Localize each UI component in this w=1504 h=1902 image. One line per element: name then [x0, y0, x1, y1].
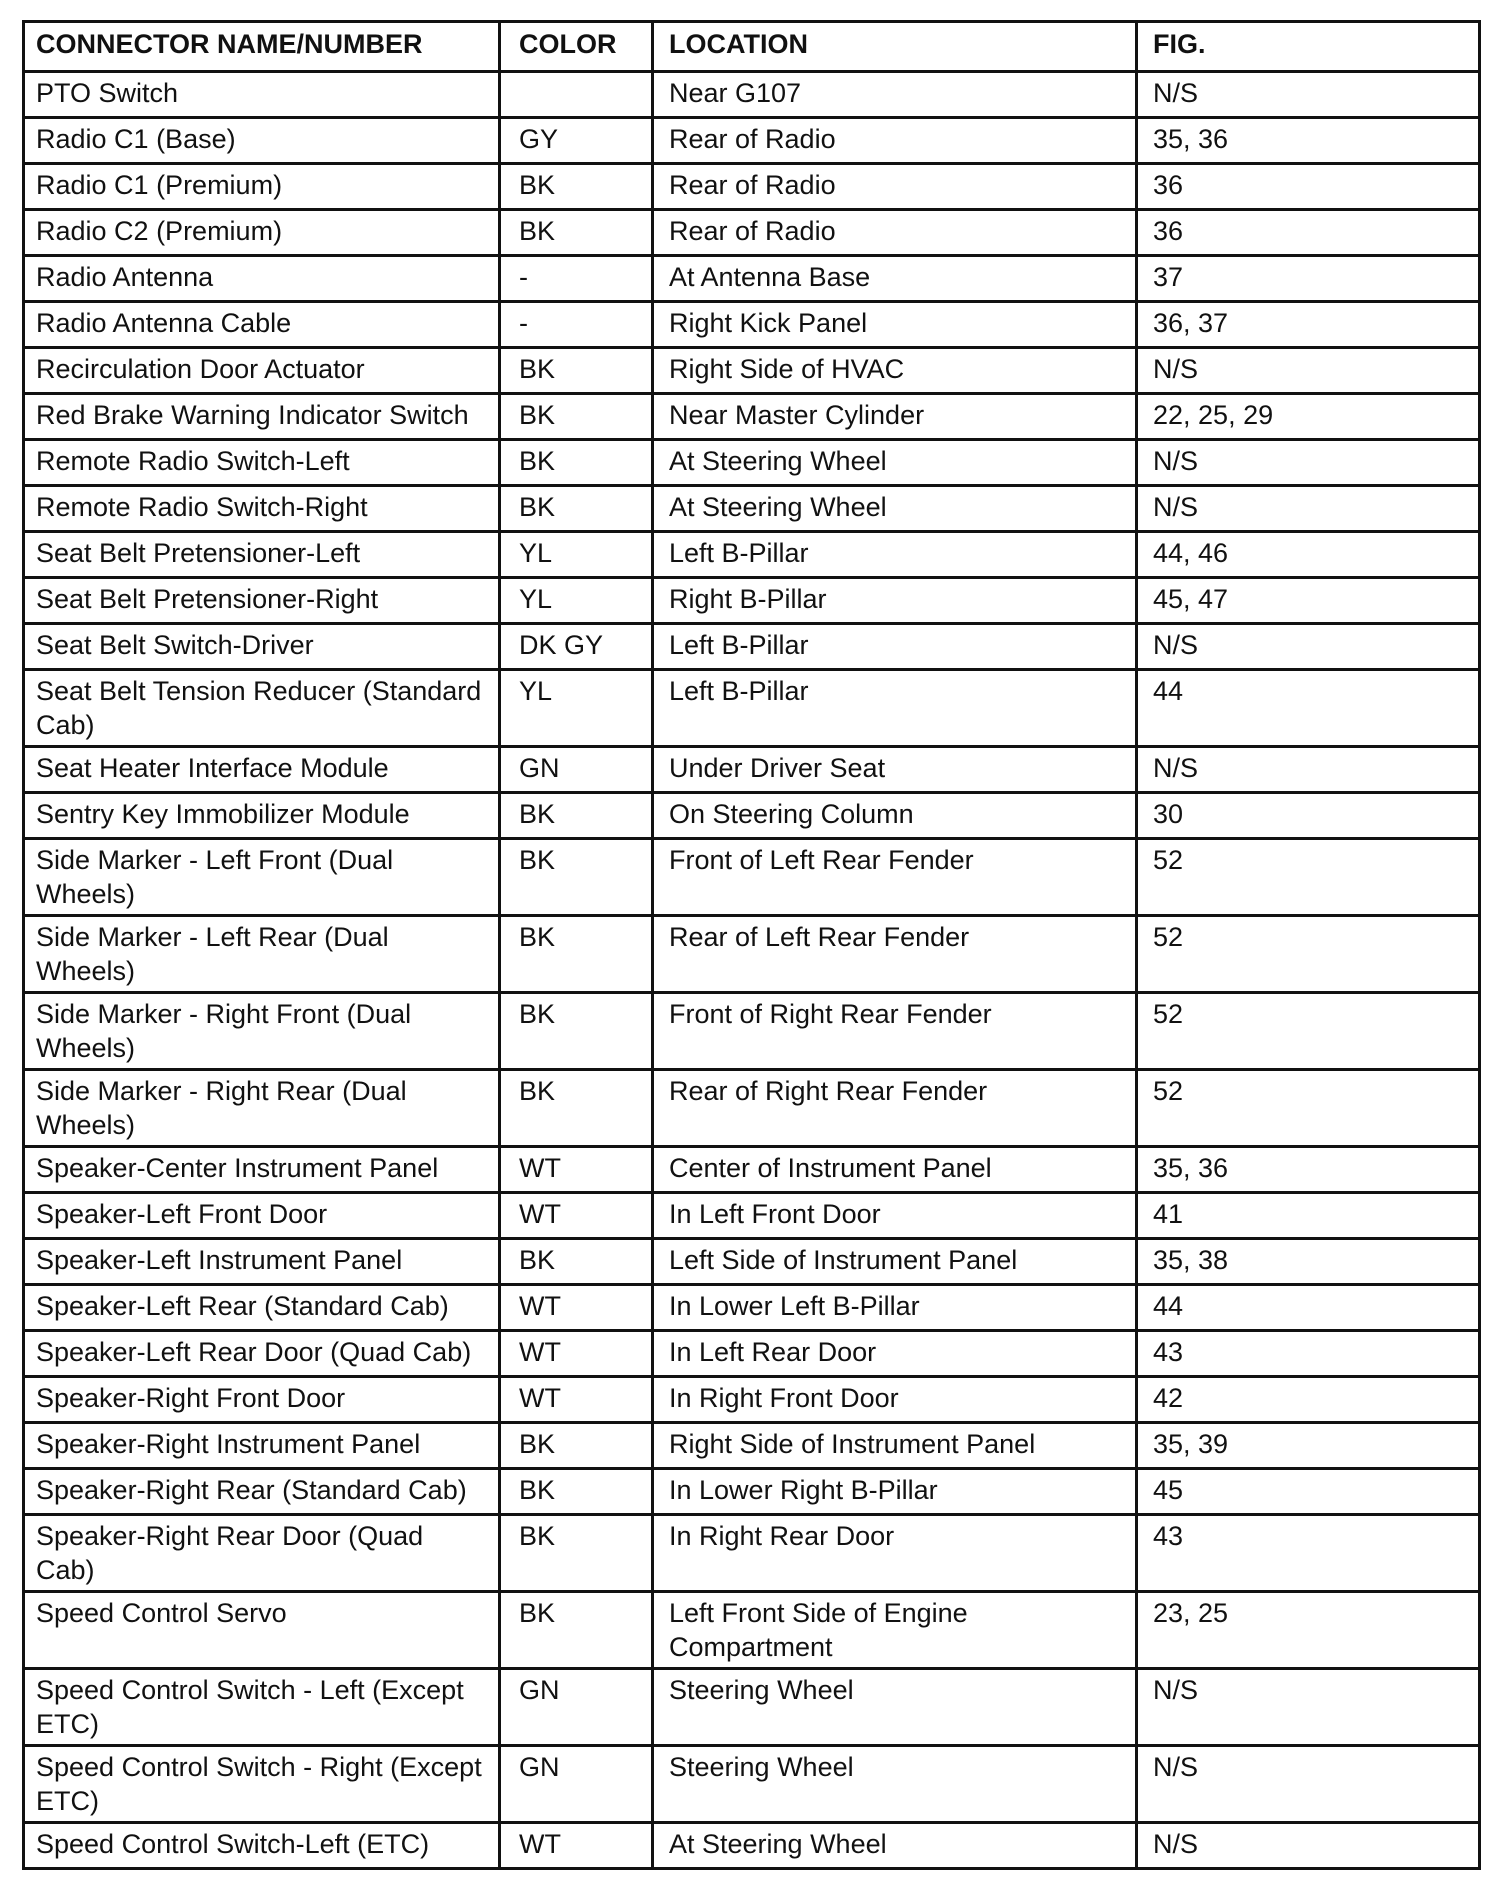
fig-cell: 44 [1137, 1285, 1480, 1331]
fig-cell: 36, 37 [1137, 302, 1480, 348]
header-color: COLOR [500, 22, 653, 72]
connector-name-cell: Side Marker - Left Rear (Dual Wheels) [24, 916, 500, 993]
table-row [24, 1515, 1480, 1592]
table-row [24, 1147, 1480, 1193]
location-cell: Rear of Radio [653, 210, 1137, 256]
table-row [24, 164, 1480, 210]
fig-cell: 36 [1137, 164, 1480, 210]
header-location: LOCATION [653, 22, 1137, 72]
location-cell: Left Front Side of Engine Compartment [653, 1592, 1137, 1669]
color-cell: BK [500, 164, 653, 210]
fig-cell: 52 [1137, 916, 1480, 993]
table-row [24, 1823, 1480, 1869]
table-row [24, 486, 1480, 532]
location-cell: Right Kick Panel [653, 302, 1137, 348]
connector-name-cell: Radio Antenna [24, 256, 500, 302]
location-cell: Front of Left Rear Fender [653, 839, 1137, 916]
location-cell: In Right Rear Door [653, 1515, 1137, 1592]
location-cell: In Left Rear Door [653, 1331, 1137, 1377]
connector-name-cell: Seat Belt Pretensioner-Right [24, 578, 500, 624]
color-cell: WT [500, 1331, 653, 1377]
color-cell: WT [500, 1377, 653, 1423]
table-row [24, 1669, 1480, 1746]
table-row [24, 532, 1480, 578]
table-row [24, 993, 1480, 1070]
fig-cell: 36 [1137, 210, 1480, 256]
table-row [24, 256, 1480, 302]
header-row [24, 22, 1480, 72]
location-cell: Left B-Pillar [653, 532, 1137, 578]
table-row [24, 348, 1480, 394]
connector-name-cell: Seat Belt Switch-Driver [24, 624, 500, 670]
location-cell: Rear of Left Rear Fender [653, 916, 1137, 993]
connector-name-cell: Side Marker - Right Rear (Dual Wheels) [24, 1070, 500, 1147]
location-cell: Center of Instrument Panel [653, 1147, 1137, 1193]
table-row [24, 1377, 1480, 1423]
color-cell: BK [500, 348, 653, 394]
location-cell: In Right Front Door [653, 1377, 1137, 1423]
connector-name-cell: Speed Control Switch - Right (Except ETC) [24, 1746, 500, 1823]
fig-cell: N/S [1137, 747, 1480, 793]
connector-name-cell: Speaker-Center Instrument Panel [24, 1147, 500, 1193]
connector-name-cell: Speed Control Switch-Left (ETC) [24, 1823, 500, 1869]
color-cell: YL [500, 578, 653, 624]
connector-name-cell: Remote Radio Switch-Left [24, 440, 500, 486]
table-row [24, 1746, 1480, 1823]
fig-cell: 44 [1137, 670, 1480, 747]
table-row [24, 1070, 1480, 1147]
fig-cell: 35, 39 [1137, 1423, 1480, 1469]
table-row [24, 578, 1480, 624]
header-fig: FIG. [1137, 22, 1480, 72]
connector-name-cell: Speed Control Servo [24, 1592, 500, 1669]
table-row [24, 302, 1480, 348]
connector-name-cell: Side Marker - Left Front (Dual Wheels) [24, 839, 500, 916]
table-row [24, 793, 1480, 839]
connector-name-cell: Remote Radio Switch-Right [24, 486, 500, 532]
location-cell: Near G107 [653, 72, 1137, 118]
connector-table [22, 20, 1481, 1870]
color-cell: GN [500, 1746, 653, 1823]
table-row [24, 624, 1480, 670]
color-cell: BK [500, 993, 653, 1070]
location-cell: Right Side of HVAC [653, 348, 1137, 394]
connector-name-cell: Radio C2 (Premium) [24, 210, 500, 256]
table-row [24, 747, 1480, 793]
table-row [24, 916, 1480, 993]
location-cell: In Left Front Door [653, 1193, 1137, 1239]
location-cell: Near Master Cylinder [653, 394, 1137, 440]
location-cell: In Lower Left B-Pillar [653, 1285, 1137, 1331]
color-cell: WT [500, 1823, 653, 1869]
color-cell: BK [500, 1592, 653, 1669]
table-row [24, 394, 1480, 440]
color-cell: BK [500, 1070, 653, 1147]
color-cell: GY [500, 118, 653, 164]
connector-name-cell: Recirculation Door Actuator [24, 348, 500, 394]
color-cell: BK [500, 1239, 653, 1285]
table-row [24, 1331, 1480, 1377]
location-cell: At Steering Wheel [653, 486, 1137, 532]
color-cell: WT [500, 1285, 653, 1331]
color-cell: - [500, 302, 653, 348]
connector-name-cell: Speaker-Right Rear (Standard Cab) [24, 1469, 500, 1515]
color-cell: BK [500, 210, 653, 256]
fig-cell: 45, 47 [1137, 578, 1480, 624]
color-cell: DK GY [500, 624, 653, 670]
table-row [24, 72, 1480, 118]
fig-cell: N/S [1137, 348, 1480, 394]
color-cell: BK [500, 793, 653, 839]
color-cell: BK [500, 1469, 653, 1515]
color-cell: YL [500, 532, 653, 578]
location-cell: At Antenna Base [653, 256, 1137, 302]
color-cell: BK [500, 839, 653, 916]
color-cell: YL [500, 670, 653, 747]
fig-cell: 44, 46 [1137, 532, 1480, 578]
color-cell: BK [500, 440, 653, 486]
color-cell: GN [500, 1669, 653, 1746]
table-body [24, 72, 1480, 1869]
fig-cell: 30 [1137, 793, 1480, 839]
location-cell: Rear of Radio [653, 164, 1137, 210]
connector-name-cell: Seat Belt Tension Reducer (Standard Cab) [24, 670, 500, 747]
location-cell: At Steering Wheel [653, 440, 1137, 486]
fig-cell: 35, 36 [1137, 118, 1480, 164]
location-cell: Rear of Radio [653, 118, 1137, 164]
connector-name-cell: Speaker-Left Instrument Panel [24, 1239, 500, 1285]
fig-cell: 37 [1137, 256, 1480, 302]
document-page [22, 20, 1478, 1870]
fig-cell: 43 [1137, 1515, 1480, 1592]
color-cell: WT [500, 1193, 653, 1239]
color-cell: BK [500, 394, 653, 440]
table-row [24, 1285, 1480, 1331]
connector-name-cell: Seat Heater Interface Module [24, 747, 500, 793]
fig-cell: 52 [1137, 1070, 1480, 1147]
table-row [24, 670, 1480, 747]
table-row [24, 1193, 1480, 1239]
connector-name-cell: Radio C1 (Base) [24, 118, 500, 164]
connector-name-cell: Speaker-Right Front Door [24, 1377, 500, 1423]
fig-cell: 45 [1137, 1469, 1480, 1515]
connector-name-cell: Red Brake Warning Indicator Switch [24, 394, 500, 440]
table-row [24, 839, 1480, 916]
table-row [24, 440, 1480, 486]
fig-cell: N/S [1137, 72, 1480, 118]
fig-cell: 35, 36 [1137, 1147, 1480, 1193]
fig-cell: N/S [1137, 440, 1480, 486]
color-cell: BK [500, 486, 653, 532]
fig-cell: 43 [1137, 1331, 1480, 1377]
color-cell [500, 72, 653, 118]
location-cell: Left B-Pillar [653, 670, 1137, 747]
location-cell: Rear of Right Rear Fender [653, 1070, 1137, 1147]
fig-cell: 42 [1137, 1377, 1480, 1423]
fig-cell: N/S [1137, 486, 1480, 532]
fig-cell: N/S [1137, 624, 1480, 670]
connector-name-cell: Speaker-Left Rear (Standard Cab) [24, 1285, 500, 1331]
color-cell: BK [500, 916, 653, 993]
table-row [24, 1239, 1480, 1285]
fig-cell: 41 [1137, 1193, 1480, 1239]
table-row [24, 118, 1480, 164]
fig-cell: 52 [1137, 993, 1480, 1070]
connector-name-cell: Seat Belt Pretensioner-Left [24, 532, 500, 578]
table-row [24, 1469, 1480, 1515]
connector-name-cell: Speaker-Left Front Door [24, 1193, 500, 1239]
header-connector-name: CONNECTOR NAME/NUMBER [24, 22, 500, 72]
fig-cell: N/S [1137, 1746, 1480, 1823]
color-cell: - [500, 256, 653, 302]
fig-cell: 22, 25, 29 [1137, 394, 1480, 440]
location-cell: Steering Wheel [653, 1669, 1137, 1746]
table-row [24, 1423, 1480, 1469]
location-cell: At Steering Wheel [653, 1823, 1137, 1869]
connector-name-cell: PTO Switch [24, 72, 500, 118]
connector-name-cell: Speaker-Right Instrument Panel [24, 1423, 500, 1469]
location-cell: On Steering Column [653, 793, 1137, 839]
color-cell: GN [500, 747, 653, 793]
location-cell: Under Driver Seat [653, 747, 1137, 793]
connector-name-cell: Side Marker - Right Front (Dual Wheels) [24, 993, 500, 1070]
location-cell: Right B-Pillar [653, 578, 1137, 624]
fig-cell: N/S [1137, 1823, 1480, 1869]
table-row [24, 1592, 1480, 1669]
color-cell: BK [500, 1515, 653, 1592]
connector-name-cell: Sentry Key Immobilizer Module [24, 793, 500, 839]
connector-name-cell: Speed Control Switch - Left (Except ETC) [24, 1669, 500, 1746]
location-cell: Front of Right Rear Fender [653, 993, 1137, 1070]
color-cell: WT [500, 1147, 653, 1193]
connector-name-cell: Speaker-Right Rear Door (Quad Cab) [24, 1515, 500, 1592]
fig-cell: 35, 38 [1137, 1239, 1480, 1285]
location-cell: Left B-Pillar [653, 624, 1137, 670]
connector-name-cell: Radio C1 (Premium) [24, 164, 500, 210]
fig-cell: N/S [1137, 1669, 1480, 1746]
fig-cell: 52 [1137, 839, 1480, 916]
connector-name-cell: Speaker-Left Rear Door (Quad Cab) [24, 1331, 500, 1377]
color-cell: BK [500, 1423, 653, 1469]
location-cell: In Lower Right B-Pillar [653, 1469, 1137, 1515]
fig-cell: 23, 25 [1137, 1592, 1480, 1669]
location-cell: Left Side of Instrument Panel [653, 1239, 1137, 1285]
connector-name-cell: Radio Antenna Cable [24, 302, 500, 348]
table-row [24, 210, 1480, 256]
location-cell: Steering Wheel [653, 1746, 1137, 1823]
location-cell: Right Side of Instrument Panel [653, 1423, 1137, 1469]
